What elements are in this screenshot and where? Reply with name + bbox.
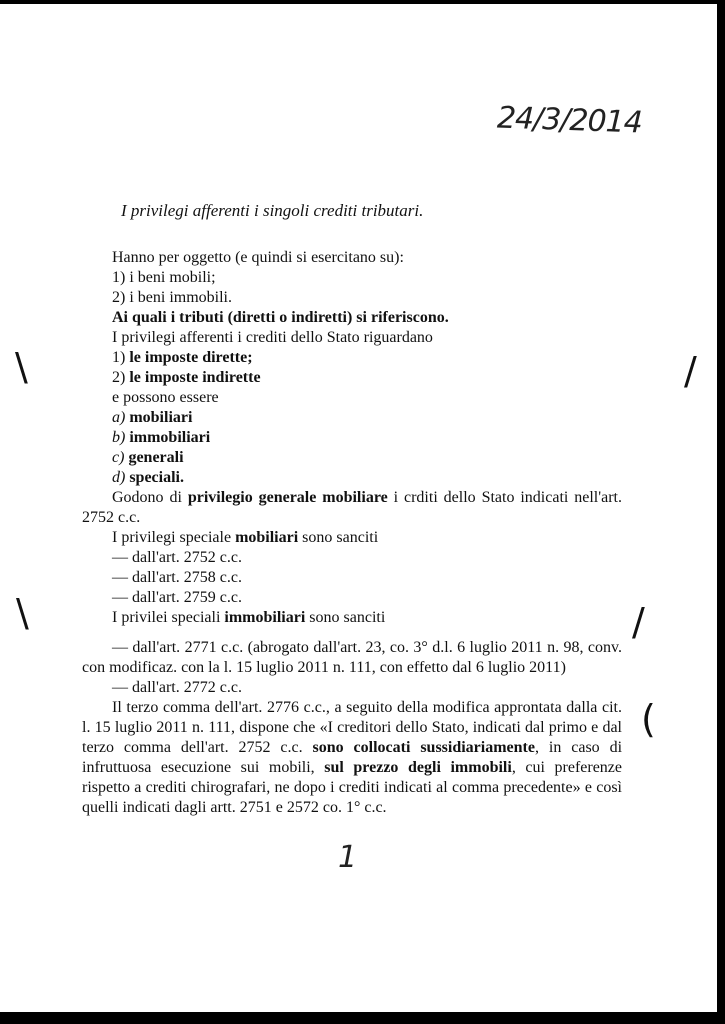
text-line bbox=[82, 368, 622, 388]
list-marker: 2) bbox=[112, 369, 126, 386]
margin-mark-right: / bbox=[632, 600, 645, 644]
text-line: — dall'art. 2752 c.c. bbox=[112, 549, 242, 566]
text-run: I privilegi speciale bbox=[112, 529, 232, 546]
text-line bbox=[82, 468, 622, 488]
text-line: Hanno per oggetto (e quindi si esercitano su): bbox=[112, 249, 404, 266]
text-line: — dall'art. 2759 c.c. bbox=[112, 589, 242, 606]
text-line bbox=[82, 608, 622, 628]
text-line bbox=[82, 408, 622, 428]
text-run: , in caso di infruttuosa esecuzione sui mobili, bbox=[82, 739, 623, 776]
bold-text: mobiliari bbox=[129, 409, 193, 426]
bold-text: le imposte dirette; bbox=[129, 349, 253, 366]
paragraph bbox=[82, 698, 622, 818]
paragraph bbox=[82, 488, 622, 528]
scan-border-right bbox=[717, 0, 725, 1024]
paragraph: — dall'art. 2771 c.c. (abrogato dall'art. 23, co. 3° d.l. 6 luglio 2011 n. 98, conv. con modificaz. con la l. 15 luglio 2011 n. 111, con effetto dal 6 luglio 2011) bbox=[82, 639, 622, 676]
text-line: I privilegi afferenti i crediti dello Stato riguardano bbox=[112, 329, 433, 346]
text-run: i crditi dello Stato indicati nell'art. 2752 c.c. bbox=[82, 489, 622, 526]
page-number: 1 bbox=[338, 840, 358, 875]
scan-border-top bbox=[0, 0, 725, 4]
document-body bbox=[82, 248, 622, 818]
bold-text: generali bbox=[128, 449, 184, 466]
handwritten-date: 24/3/2014 bbox=[496, 100, 643, 141]
list-marker: c) bbox=[112, 449, 125, 466]
text-line bbox=[82, 348, 622, 368]
text-run: sono sanciti bbox=[302, 529, 379, 546]
bold-text: sono collocati sussidiariamente bbox=[312, 739, 535, 756]
list-marker: 1) bbox=[112, 349, 126, 366]
text-line: 2) i beni immobili. bbox=[112, 289, 232, 306]
bold-text: privilegio generale mobiliare bbox=[187, 489, 388, 506]
text-line: 1) i beni mobili; bbox=[112, 269, 216, 286]
text-run: Il terzo comma dell'art. 2776 c.c., a seguito della modifica approntata dalla cit. l. 15 luglio 2011 n. 111, dispone che «I creditori dello Stato, indicati dal primo e dal terzo comma dell'art. 2752 c.c. bbox=[82, 699, 622, 756]
bold-text: le imposte indirette bbox=[129, 369, 261, 386]
text-run: Godono di bbox=[112, 489, 182, 506]
text-line bbox=[82, 448, 622, 468]
text-line: — dall'art. 2758 c.c. bbox=[112, 569, 242, 586]
text-run: , cui preferenze rispetto a crediti chirografari, ne dopo i crediti indicati al comma precedente» e così quelli indicati dagli artt. 2751 e 2572 co. 1° c.c. bbox=[82, 759, 623, 816]
scan-border-bottom bbox=[0, 1012, 725, 1024]
text-line bbox=[82, 528, 622, 548]
bold-text: speciali. bbox=[129, 469, 184, 486]
bold-text: sul prezzo degli immobili bbox=[324, 759, 512, 776]
text-run: I privilei speciali bbox=[112, 609, 221, 626]
list-marker: d) bbox=[112, 469, 126, 486]
text-line bbox=[82, 308, 622, 328]
margin-mark-left: \ bbox=[15, 345, 28, 389]
text-line bbox=[82, 428, 622, 448]
page-title: I privilegi afferenti i singoli crediti tributari. bbox=[121, 201, 424, 220]
margin-mark-right: ( bbox=[641, 697, 656, 741]
margin-mark-left: \ bbox=[16, 591, 29, 635]
bold-text: immobiliari bbox=[129, 429, 211, 446]
bold-text: immobiliari bbox=[224, 609, 306, 626]
bold-text: Ai quali i tributi (diretti o indiretti) si riferiscono. bbox=[112, 309, 449, 326]
bold-text: mobiliari bbox=[235, 529, 299, 546]
text-run: sono sanciti bbox=[309, 609, 386, 626]
list-marker: a) bbox=[112, 409, 126, 426]
list-marker: b) bbox=[112, 429, 126, 446]
text-line: e possono essere bbox=[112, 389, 219, 406]
text-line: — dall'art. 2772 c.c. bbox=[112, 679, 242, 696]
margin-mark-right: / bbox=[684, 349, 697, 393]
